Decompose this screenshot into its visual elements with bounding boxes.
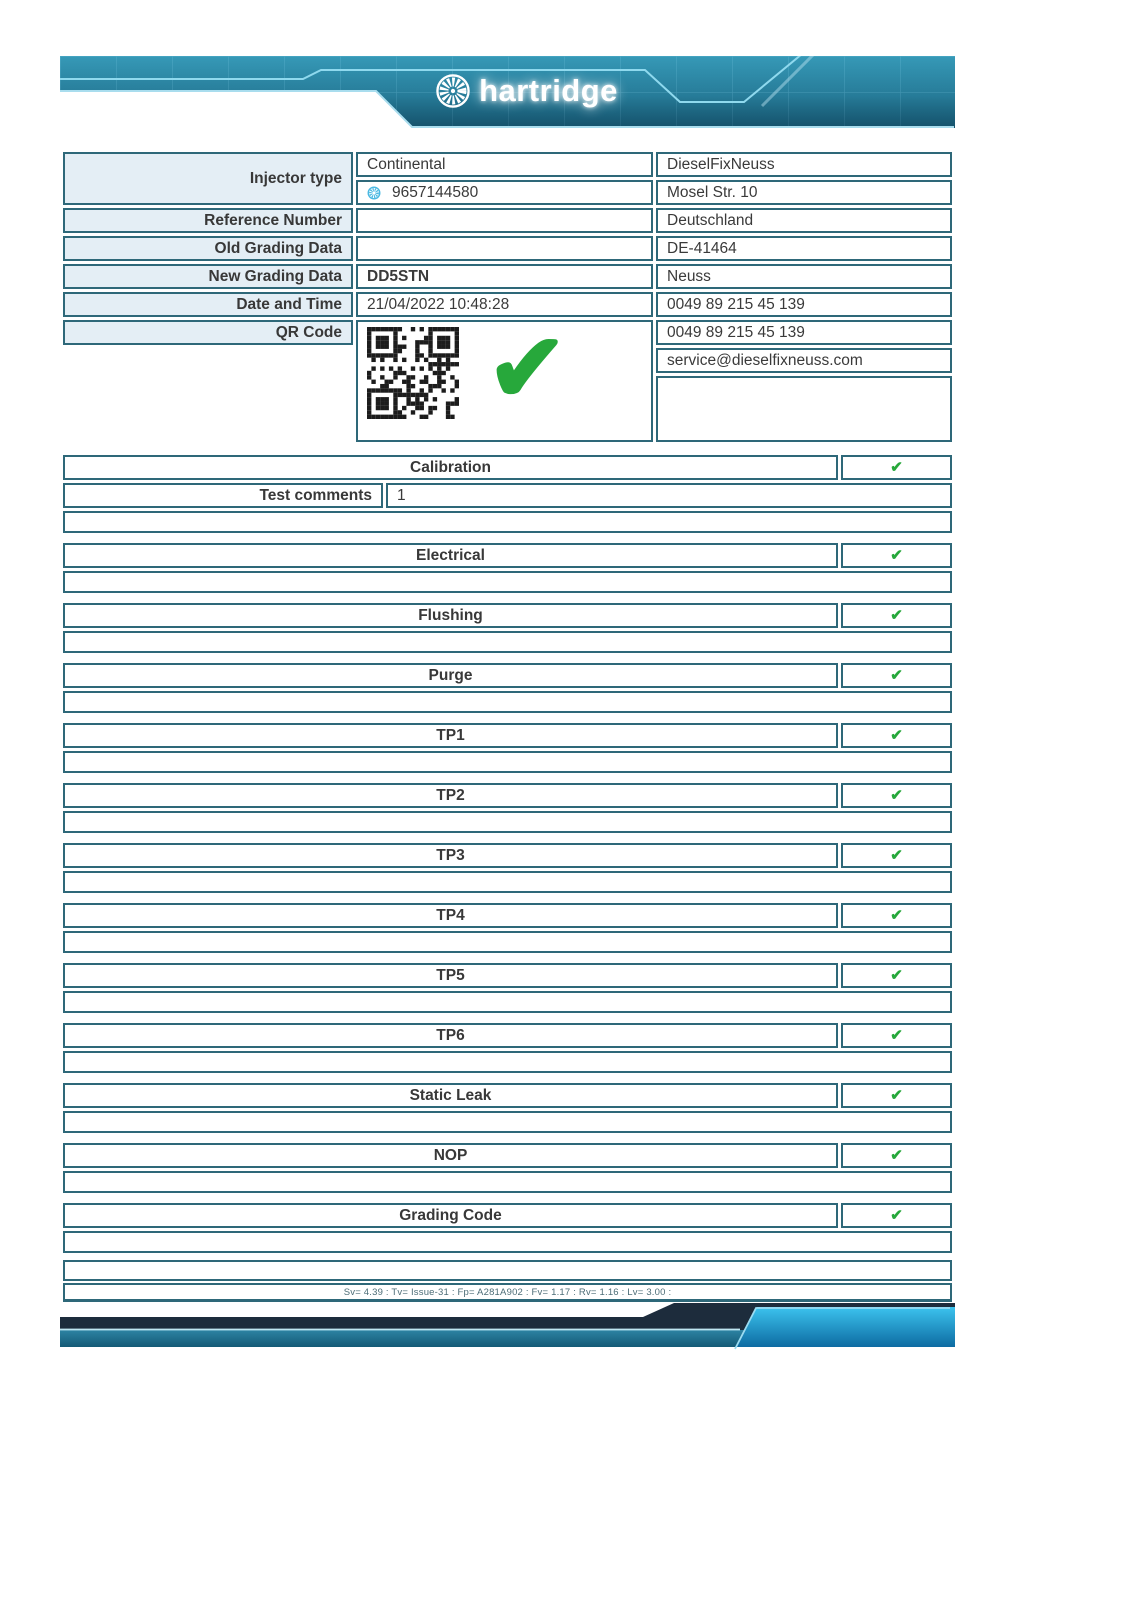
label-new-grading: New Grading Data bbox=[63, 264, 353, 289]
section-empty-row bbox=[63, 511, 952, 533]
reference-number-value bbox=[356, 208, 653, 233]
test-comments-value: 1 bbox=[386, 483, 952, 508]
part-wheel-icon bbox=[367, 186, 381, 200]
injector-part-number-cell bbox=[356, 180, 653, 205]
old-grading-value bbox=[356, 236, 653, 261]
section-empty-row bbox=[63, 751, 952, 773]
section-list bbox=[60, 540, 955, 1256]
section-label: Static Leak bbox=[63, 1083, 838, 1108]
workshop-street: Mosel Str. 10 bbox=[656, 180, 952, 205]
section-purge bbox=[60, 660, 955, 716]
section-empty-row bbox=[63, 811, 952, 833]
section-status bbox=[841, 1023, 952, 1048]
section-label: Flushing bbox=[63, 603, 838, 628]
check-icon: ✔ bbox=[890, 547, 903, 564]
check-icon: ✔ bbox=[890, 1207, 903, 1224]
check-icon: ✔ bbox=[890, 967, 903, 984]
section-electrical bbox=[60, 540, 955, 596]
section-tp5 bbox=[60, 960, 955, 1016]
check-icon: ✔ bbox=[890, 727, 903, 744]
check-icon: ✔ bbox=[890, 1087, 903, 1104]
section-tp3 bbox=[60, 840, 955, 896]
section-empty-row bbox=[63, 1111, 952, 1133]
section-label: Calibration bbox=[63, 455, 838, 480]
workshop-city: Neuss bbox=[656, 264, 952, 289]
section-empty-row bbox=[63, 1051, 952, 1073]
section-status bbox=[841, 903, 952, 928]
section-status bbox=[841, 783, 952, 808]
section-status bbox=[841, 1203, 952, 1228]
workshop-postcode: DE-41464 bbox=[656, 236, 952, 261]
section-status bbox=[841, 663, 952, 688]
section-status bbox=[841, 723, 952, 748]
section-calibration bbox=[60, 452, 955, 536]
section-empty-row bbox=[63, 571, 952, 593]
section-tp1 bbox=[60, 720, 955, 776]
workshop-name: DieselFixNeuss bbox=[656, 152, 952, 177]
section-label: TP6 bbox=[63, 1023, 838, 1048]
workshop-email: service@dieselfixneuss.com bbox=[656, 348, 952, 373]
section-empty-row bbox=[63, 631, 952, 653]
section-label: TP2 bbox=[63, 783, 838, 808]
injector-part-number: 9657144580 bbox=[392, 183, 479, 201]
qr-code-cell bbox=[356, 320, 653, 442]
label-reference-number: Reference Number bbox=[63, 208, 353, 233]
section-flushing bbox=[60, 600, 955, 656]
check-icon: ✔ bbox=[890, 607, 903, 624]
section-label: NOP bbox=[63, 1143, 838, 1168]
hartridge-wheel-icon bbox=[435, 73, 471, 109]
label-injector-type: Injector type bbox=[63, 152, 353, 205]
check-icon: ✔ bbox=[890, 459, 903, 476]
brand-logo-text: hartridge bbox=[479, 73, 618, 108]
check-icon: ✔ bbox=[890, 1027, 903, 1044]
label-qr-code: QR Code bbox=[63, 320, 353, 345]
new-grading-value: DD5STN bbox=[356, 264, 653, 289]
section-label: Electrical bbox=[63, 543, 838, 568]
check-icon: ✔ bbox=[890, 667, 903, 684]
empty-cell bbox=[656, 376, 952, 442]
section-label: TP1 bbox=[63, 723, 838, 748]
version-footer: Sv= 4.39 : Tv= Issue-31 : Fp= A281A902 : Fv= 1.17 : Rv= 1.16 : Lv= 3.00 : bbox=[63, 1283, 952, 1302]
section-label: TP5 bbox=[63, 963, 838, 988]
section-empty-row bbox=[63, 931, 952, 953]
workshop-country: Deutschland bbox=[656, 208, 952, 233]
test-results bbox=[60, 452, 955, 1302]
section-label: Grading Code bbox=[63, 1203, 838, 1228]
section-empty-row bbox=[63, 691, 952, 713]
workshop-phone-2: 0049 89 215 45 139 bbox=[656, 320, 952, 345]
brand-logo bbox=[60, 56, 955, 128]
spacer-cell bbox=[63, 348, 353, 373]
section-tp2 bbox=[60, 780, 955, 836]
check-icon: ✔ bbox=[890, 907, 903, 924]
workshop-phone-1: 0049 89 215 45 139 bbox=[656, 292, 952, 317]
label-date-time: Date and Time bbox=[63, 292, 353, 317]
qr-code bbox=[367, 327, 459, 419]
date-time-value: 21/04/2022 10:48:28 bbox=[356, 292, 653, 317]
section-label: TP4 bbox=[63, 903, 838, 928]
label-old-grading: Old Grading Data bbox=[63, 236, 353, 261]
section-label: Purge bbox=[63, 663, 838, 688]
section-nop bbox=[60, 1140, 955, 1196]
check-icon: ✔ bbox=[890, 787, 903, 804]
section-empty-row bbox=[63, 1231, 952, 1253]
section-status bbox=[841, 963, 952, 988]
spacer-cell bbox=[63, 376, 353, 442]
section-status bbox=[841, 455, 952, 480]
section-tp4 bbox=[60, 900, 955, 956]
check-icon: ✔ bbox=[890, 847, 903, 864]
section-status bbox=[841, 1143, 952, 1168]
bottom-banner bbox=[60, 1303, 955, 1353]
section-empty-row bbox=[63, 1171, 952, 1193]
section-status bbox=[841, 603, 952, 628]
results-empty-row bbox=[63, 1260, 952, 1281]
report-valid-check-icon: ✔ bbox=[487, 320, 568, 422]
section-status bbox=[841, 543, 952, 568]
section-status bbox=[841, 843, 952, 868]
section-label: TP3 bbox=[63, 843, 838, 868]
section-status bbox=[841, 1083, 952, 1108]
section-empty-row bbox=[63, 871, 952, 893]
section-tp6 bbox=[60, 1020, 955, 1076]
section-grading-code bbox=[60, 1200, 955, 1256]
section-empty-row bbox=[63, 991, 952, 1013]
section-static-leak bbox=[60, 1080, 955, 1136]
check-icon: ✔ bbox=[890, 1147, 903, 1164]
injector-info-table bbox=[60, 149, 955, 445]
injector-make: Continental bbox=[356, 152, 653, 177]
test-comments-label: Test comments bbox=[63, 483, 383, 508]
